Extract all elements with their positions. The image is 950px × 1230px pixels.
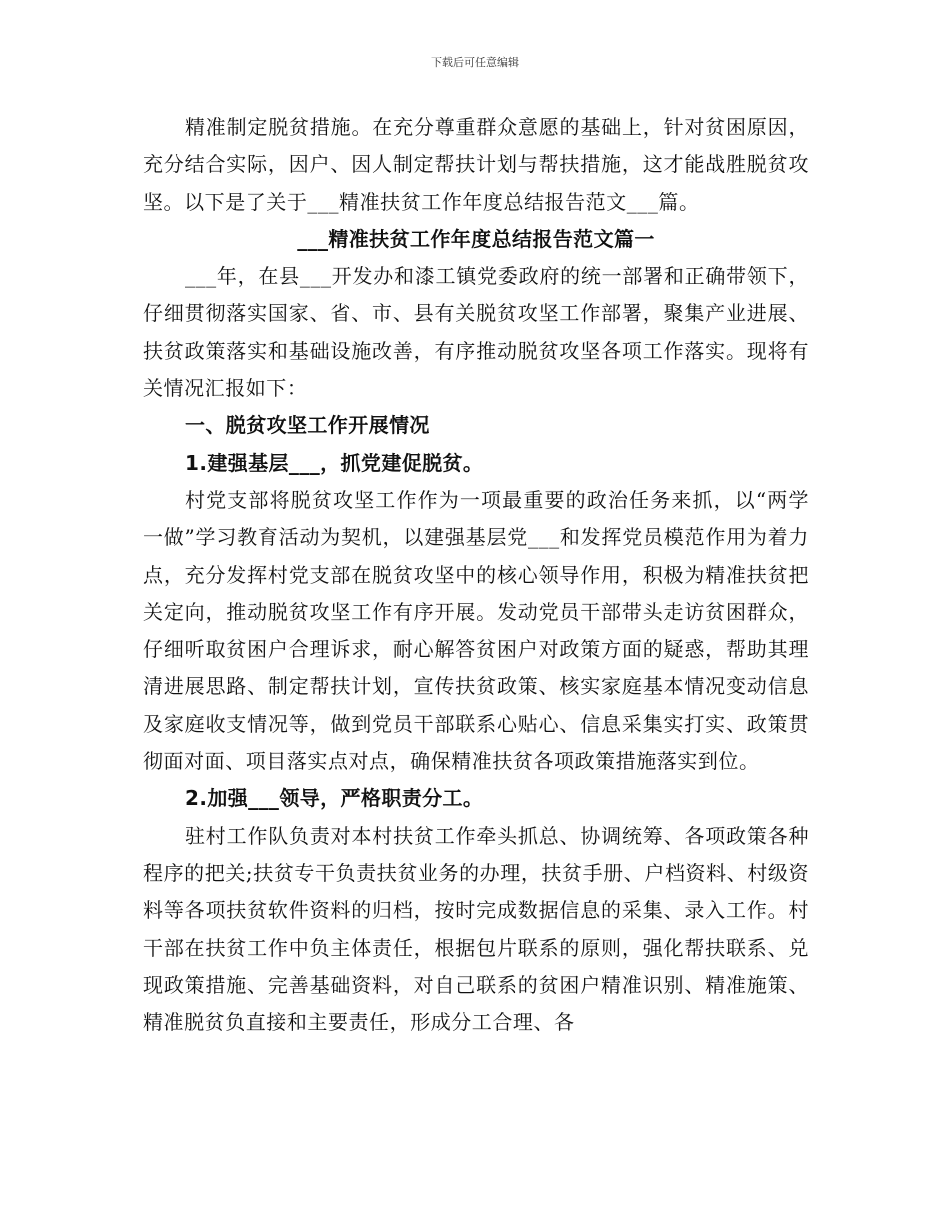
item-paragraph-1: 村党支部将脱贫攻坚工作作为一项最重要的政治任务来抓，以“两学一做”学习教育活动为契机，以建强基层党___和发挥党员模范作用为着力点，充分发挥村党支部在脱贫攻坚中的核心领导作用，积极为精准扶贫把关定向，推动脱贫攻坚工作有序开展。发动党员干部带头走访贫困群众，仔细听取贫困户合理诉求，耐心解答贫困户对政策方面的疑惑，帮助其理清进展思路、制定帮扶计划，宣传扶贫政策、核实家庭基本情况变动信息及家庭收支情况等，做到党员干部联系心贴心、信息采集实打实、政策贯彻面对面、项目落实点对点，确保精准扶贫各项政策措施落实到位。 — [143, 487, 809, 774]
opening-paragraph: ___年，在县___开发办和漆工镇党委政府的统一部署和正确带领下，仔细贯彻落实国家、省、市、县有关脱贫攻坚工作部署，聚集产业进展、扶贫政策落实和基础设施改善，有序推动脱贫攻坚各项工作落实。现将有关情况汇报如下： — [143, 264, 809, 401]
intro-paragraph: 精准制定脱贫措施。在充分尊重群众意愿的基础上，针对贫困原因，充分结合实际，因户、因人制定帮扶计划与帮扶措施，这才能战胜脱贫攻坚。以下是了关于___精准扶贫工作年度总结报告范文___篇。 — [143, 115, 809, 214]
item-heading-1: 1.建强基层___，抓党建促脱贫。 — [185, 450, 484, 475]
item-heading-2: 2.加强___领导，严格职责分工。 — [185, 786, 484, 811]
item-paragraph-2: 驻村工作队负责对本村扶贫工作牵头抓总、协调统筹、各项政策各种程序的把关;扶贫专干负责扶贫业务的办理，扶贫手册、户档资料、村级资料等各项扶贫软件资料的归档，按时完成数据信息的采集、录入工作。村干部在扶贫工作中负主体责任，根据包片联系的原则，强化帮扶联系、兑现政策措施、完善基础资料，对自己联系的贫困户精准识别、精准施策、精准脱贫负直接和主要责任，形成分工合理、各 — [143, 823, 809, 1035]
document-body — [143, 109, 809, 1041]
document-title: ___精准扶贫工作年度总结报告范文篇一 — [297, 226, 655, 251]
section-heading-1: 一、脱贫攻坚工作开展情况 — [185, 413, 430, 438]
page-header-note: 下载后可任意编辑 — [431, 56, 519, 69]
